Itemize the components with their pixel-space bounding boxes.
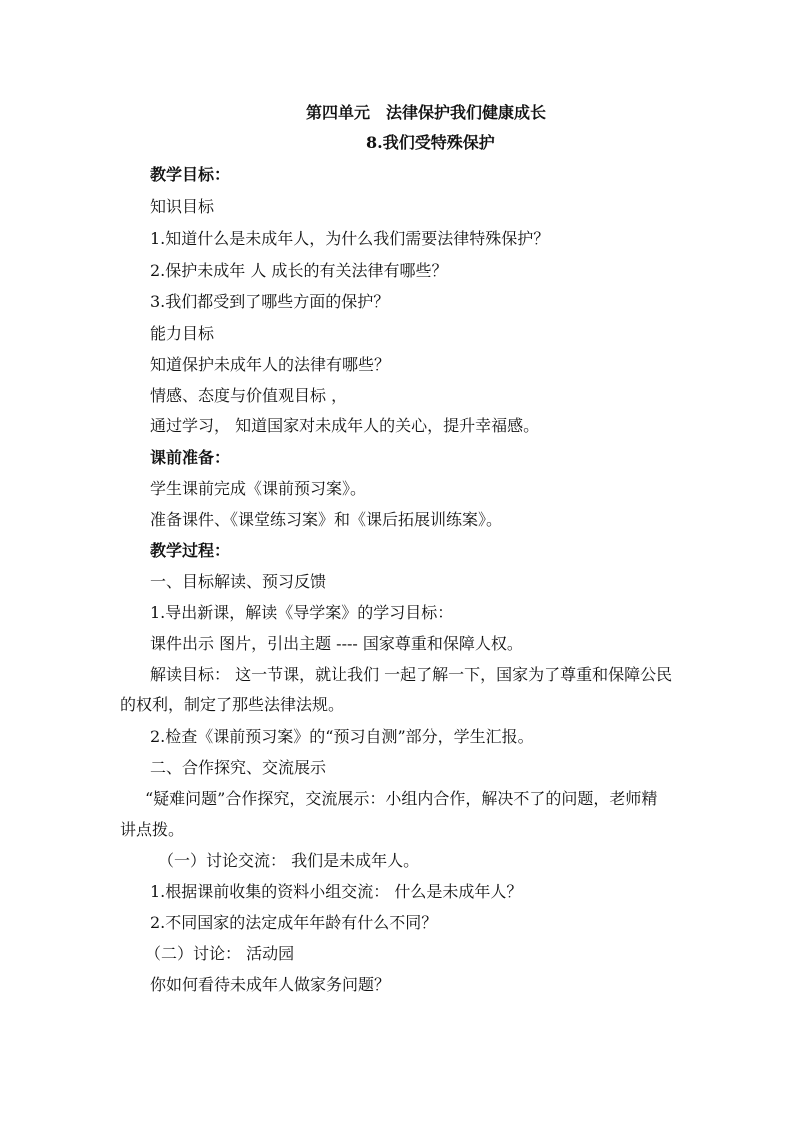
paragraph-line: 2.不同国家的法定成年年龄有什么不同？: [150, 913, 438, 932]
paragraph-line: 1.导出新课，解读《导学案》的学习目标：: [150, 603, 454, 622]
paragraph-line: 讲点拨。: [120, 820, 185, 839]
paragraph-line: 的权利，制定了那些法律法规。: [120, 695, 345, 714]
subheading-knowledge-goals: 知识目标: [150, 197, 215, 216]
paragraph-line: 你如何看待未成年人做家务问题？: [150, 975, 391, 994]
paragraph-line: 知道保护未成年人的法律有哪些？: [150, 355, 391, 374]
subheading-discussion-two: （二）讨论： 活动园: [145, 944, 295, 963]
paragraph-line: 1.根据课前收集的资料小组交流： 什么是未成年人？: [150, 882, 523, 901]
subheading-emotion-goals: 情感、态度与价值观目标 ，: [150, 386, 348, 405]
unit-title: 第四单元 法律保护我们健康成长: [306, 103, 547, 122]
paragraph-line: 课件出示 图片，引出主题 ---- 国家尊重和保障人权。: [150, 634, 523, 653]
paragraph-line: 1.知道什么是未成年人，为什么我们需要法律特殊保护？: [150, 229, 550, 248]
section-heading-preparation: 课前准备：: [150, 448, 231, 467]
paragraph-line: 2.保护未成年 人 成长的有关法律有哪些？: [150, 261, 448, 280]
paragraph-line: 通过学习， 知道国家对未成年人的关心，提升幸福感。: [150, 416, 540, 435]
paragraph-line: 准备课件、《课堂练习案》和《课后拓展训练案》。: [150, 510, 503, 529]
lesson-title: 8.我们受特殊保护: [366, 133, 495, 152]
subheading-part-one: 一、目标解读、预习反馈: [150, 572, 327, 591]
paragraph-line: “疑难问题”合作探究，交流展示：小组内合作，解决不了的问题，老师精: [145, 789, 658, 808]
subheading-part-two: 二、合作探究、交流展示: [150, 758, 327, 777]
paragraph-line: 解读目标： 这一节课，就让我们 一起了解一下，国家为了尊重和保障公民: [150, 665, 673, 684]
paragraph-line: 3.我们都受到了哪些方面的保护？: [150, 292, 390, 311]
paragraph-line: 2.检查《课前预习案》的“预习自测”部分，学生汇报。: [150, 727, 534, 746]
paragraph-line: 学生课前完成《课前预习案》。: [150, 479, 367, 498]
section-heading-teaching-goals: 教学目标：: [150, 165, 231, 184]
subheading-ability-goals: 能力目标: [150, 324, 215, 343]
section-heading-teaching-process: 教学过程：: [150, 541, 231, 560]
subheading-discussion-one: （一）讨论交流： 我们是未成年人。: [158, 851, 420, 870]
